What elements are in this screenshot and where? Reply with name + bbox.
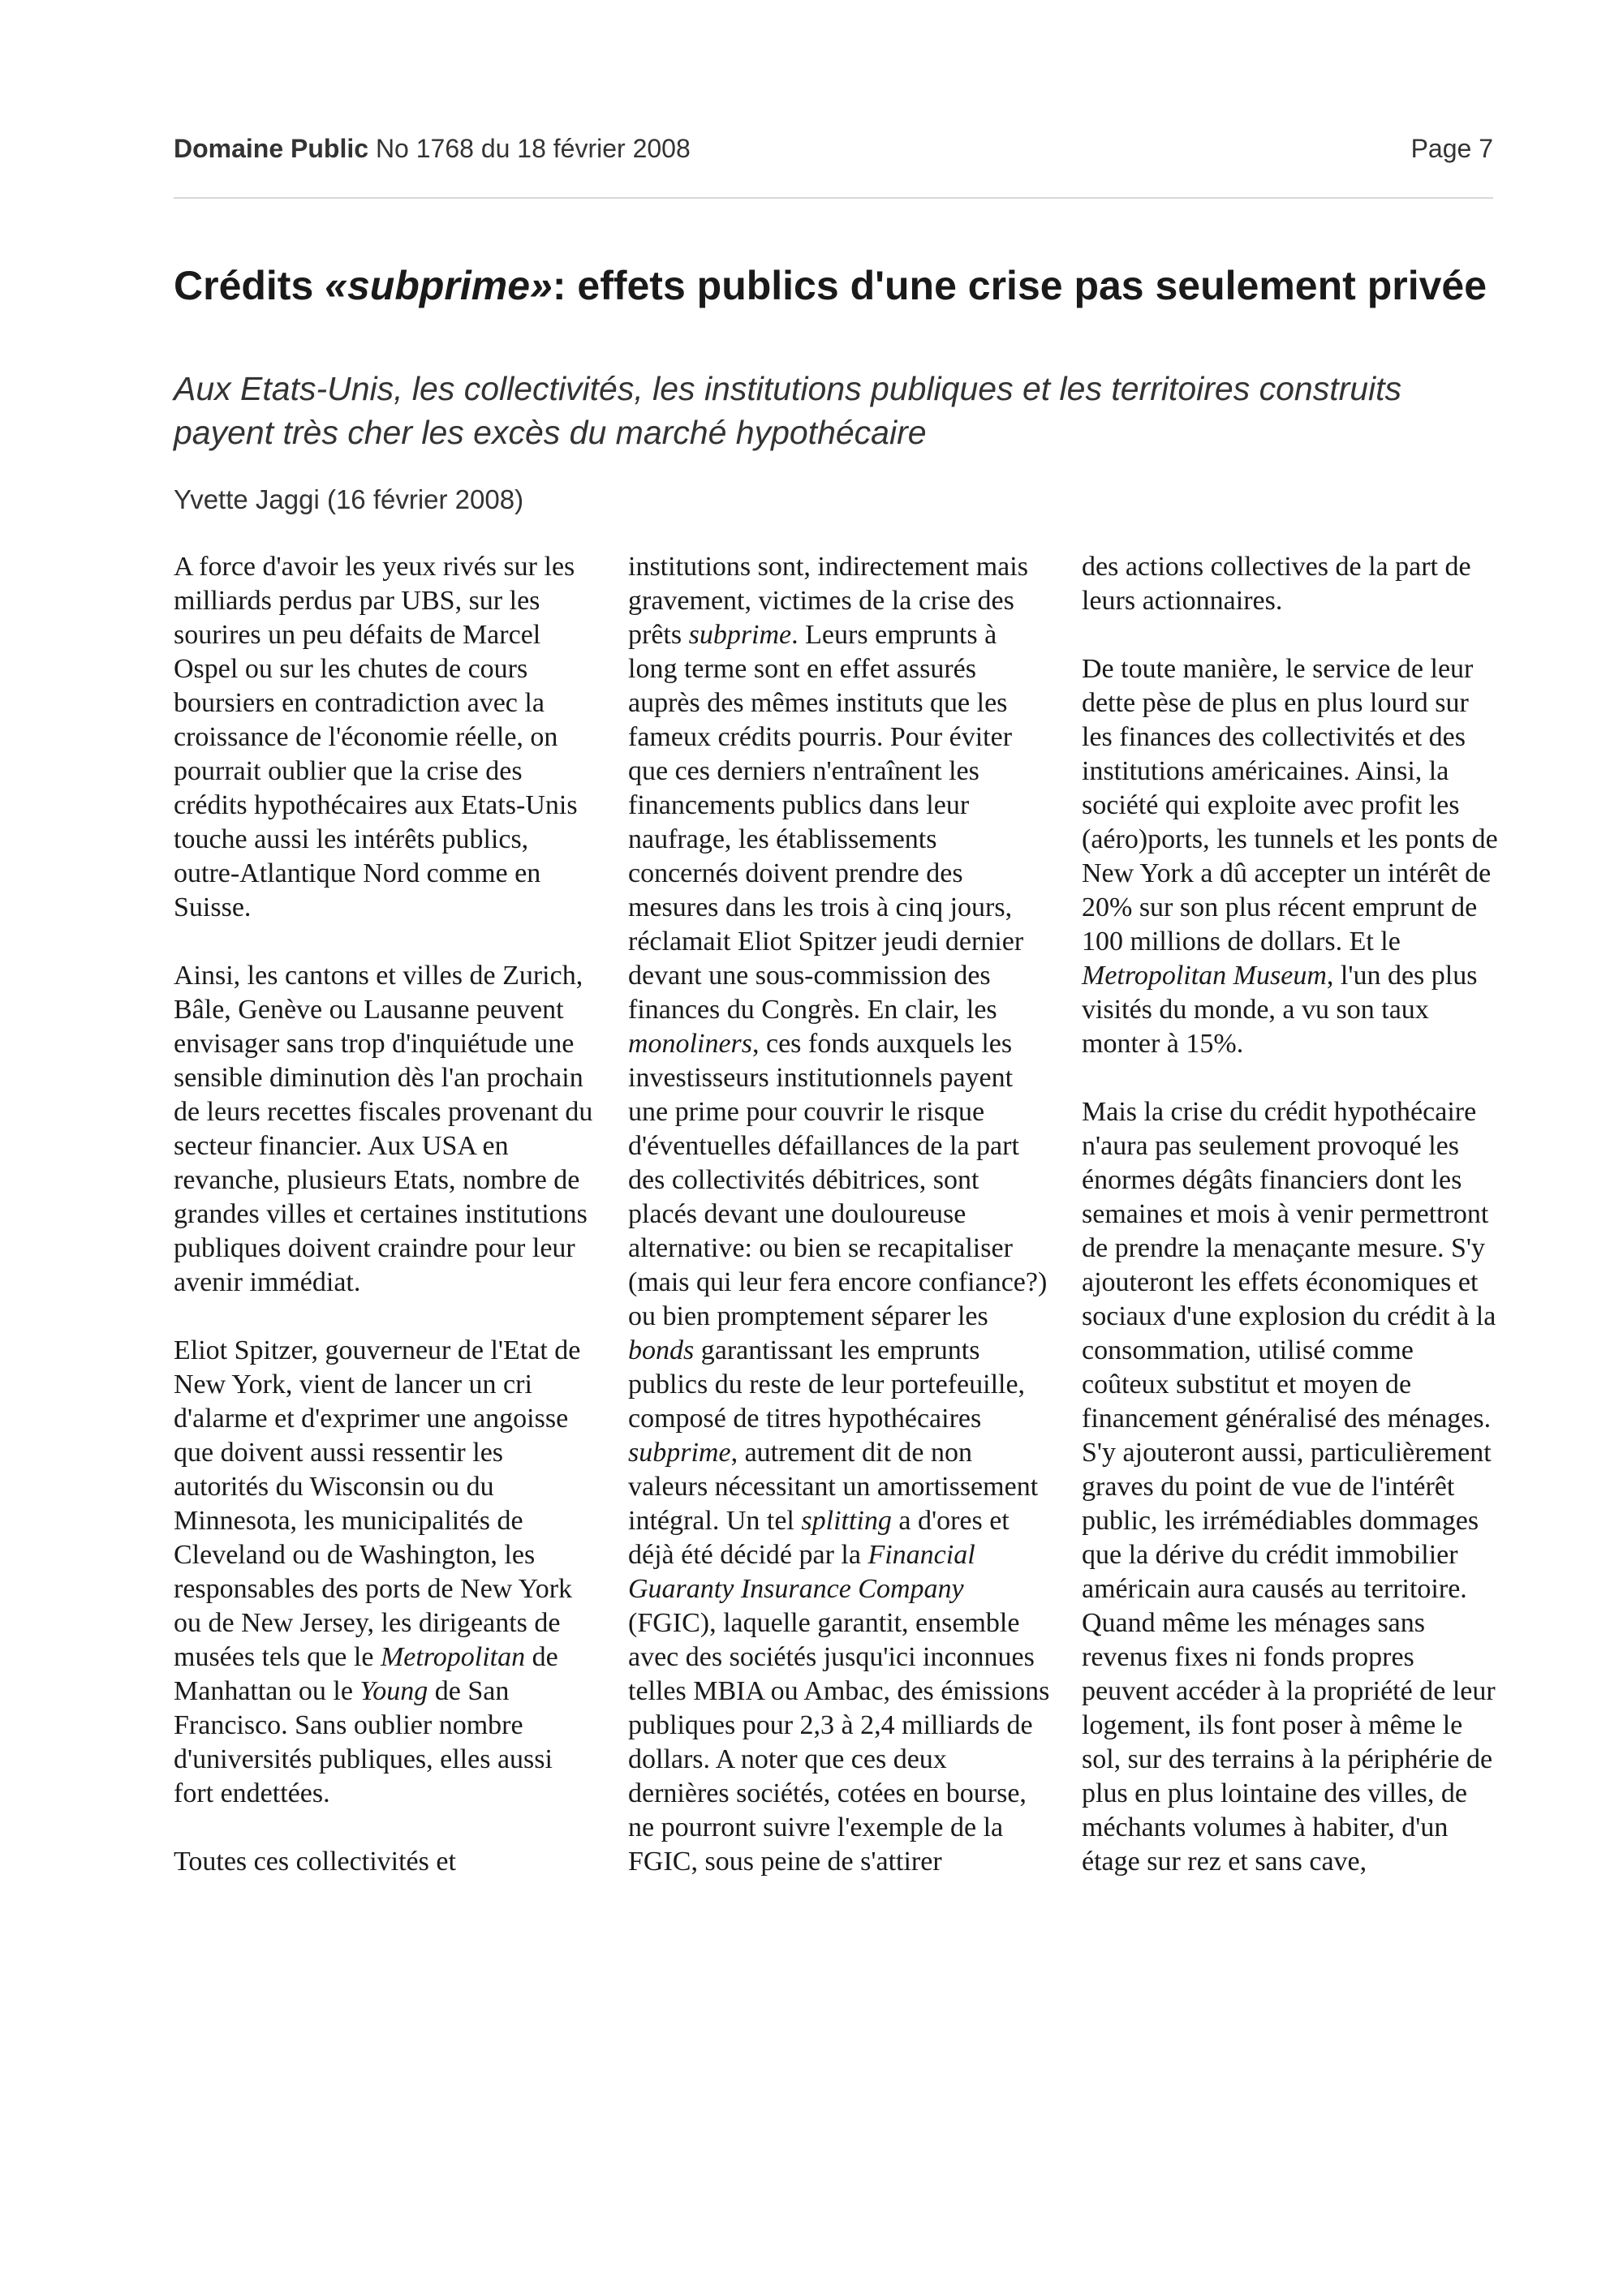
text-run: De toute manière, le service de leur dette pèse de plus en plus lourd sur les finances des collectivités et des institutions américaines. Ainsi, la société qui exploite avec profit les (aéro)ports, les tunnels et les ponts de New York a dû accepter un intérêt de 20% sur son plus récent emprunt de 100 millions de dollars. Et le	[1082, 654, 1498, 957]
page-number: Page 7	[1410, 134, 1493, 163]
text-run: garantissant les emprunts publics du reste de leur portefeuille, composé de titres hypothécaires	[628, 1335, 1026, 1434]
text-run: de San Francisco. Sans oublier nombre d'universités publiques, elles aussi fort endettées.	[174, 1676, 553, 1808]
text-emphasis: Metropolitan	[380, 1642, 526, 1672]
paragraph	[628, 550, 1050, 1879]
text-run: a d'ores et déjà été décidé par la	[628, 1506, 1010, 1570]
text-run: Eliot Spitzer, gouverneur de l'Etat de New York, vient de lancer un cri d'alarme et d'exprimer une angoisse que doivent aussi ressentir les autorités du Wisconsin ou du Minnesota, les municipalités de Cleveland ou de Washington, les responsables des ports de New York ou de New Jersey, les dirigeants de musées tels que le	[174, 1335, 581, 1672]
text-emphasis: subprime	[628, 1438, 731, 1468]
title-emphasis: «subprime»	[325, 263, 553, 308]
text-column-2	[628, 550, 1050, 1879]
text-emphasis: Young	[359, 1676, 428, 1706]
paragraph: Ainsi, les cantons et villes de Zurich, Bâle, Genève ou Lausanne peuvent envisager sans trop d'inquiétude une sensible diminution dès l'an prochain de leurs recettes fiscales provenant du secteur financier. Aux USA en revanche, plusieurs Etats, nombre de grandes villes et certaines institutions publiques doivent craindre pour leur avenir immédiat.	[174, 961, 593, 1297]
text-emphasis: Financial Guaranty Insurance Company	[628, 1540, 975, 1604]
article-title	[174, 261, 1505, 310]
text-column-3	[1082, 550, 1504, 1879]
text-run: , autrement dit de non valeurs nécessitant un amortissement intégral. Un tel	[628, 1438, 1039, 1536]
article-subtitle: Aux Etats-Unis, les collectivités, les institutions publiques et les territoires construits payent très cher les excès du marché hypothécaire	[174, 370, 1402, 451]
text-run: de Manhattan ou le	[174, 1642, 558, 1706]
text-emphasis: subprime	[688, 620, 792, 650]
publication-name: Domaine Public	[174, 134, 369, 163]
text-run: , ces fonds auxquels les investisseurs institutionnels payent une prime pour couvrir le risque d'éventuelles défaillances de la part des collectivités débitrices, sont placés devant une douloureuse alternative: ou bien se recapitaliser (mais qui leur fera encore confiance?) ou bien promptement séparer les	[628, 1029, 1048, 1331]
issue-info: No 1768 du 18 février 2008	[375, 134, 691, 163]
paragraph	[174, 1334, 596, 1811]
paragraph: des actions collectives de la part de leurs actionnaires.	[1082, 552, 1471, 616]
paragraph: Mais la crise du crédit hypothécaire n'aura pas seulement provoqué les énormes dégâts financiers dont les semaines et mois à venir permettront de prendre la menaçante mesure. S'y ajouteront les effets économiques et sociaux d'une explosion du crédit à la consommation, utilisé comme coûteux substitut et moyen de financement généralisé des ménages. S'y ajouteront aussi, particulièrement graves du point de vue de l'intérêt public, les irrémédiables dommages que la dérive du crédit immobilier américain aura causés au territoire. Quand même les ménages sans revenus fixes ni fonds propres peuvent accéder à la propriété de leur logement, ils font poser à même le sol, sur des terrains à la périphérie de plus en plus lointaine des villes, de méchants volumes à habiter, d'un étage sur rez et sans cave,	[1082, 1097, 1496, 1877]
text-column-1	[174, 550, 596, 1879]
text-run: , l'un des plus visités du monde, a vu son taux monter à 15%.	[1082, 961, 1478, 1059]
paragraph	[1082, 652, 1504, 1061]
paragraph: A force d'avoir les yeux rivés sur les milliards perdus par UBS, sur les sourires un peu défaits de Marcel Ospel ou sur les chutes de cours boursiers en contradiction avec la croissance de l'économie réelle, on pourrait oublier que la crise des crédits hypothécaires aux Etats-Unis touche aussi les intérêts publics, outre-Atlantique Nord comme en Suisse.	[174, 552, 578, 922]
title-suffix: : effets publics d'une crise pas seulement privée	[552, 263, 1487, 308]
page-header	[174, 134, 1493, 170]
paragraph: Toutes ces collectivités et	[174, 1847, 456, 1877]
article-byline: Yvette Jaggi (16 février 2008)	[174, 484, 524, 514]
text-emphasis: monoliners	[628, 1029, 752, 1059]
text-run: institutions sont, indirectement mais gravement, victimes de la crise des prêts	[628, 552, 1028, 650]
text-emphasis: Metropolitan Museum	[1082, 961, 1327, 991]
title-prefix: Crédits	[174, 263, 325, 308]
text-run: (FGIC), laquelle garantit, ensemble avec des sociétés jusqu'ici inconnues telles MBIA ou Ambac, des émissions publiques pour 2,3 à 2,4 milliards de dollars. A noter que ces deux dernières sociétés, cotées en bourse, ne pourront suivre l'exemple de la FGIC, sous peine de s'attirer	[628, 1608, 1050, 1877]
text-emphasis: bonds	[628, 1335, 695, 1365]
text-emphasis: splitting	[801, 1506, 892, 1536]
text-run: . Leurs emprunts à long terme sont en effet assurés auprès des mêmes instituts que les fameux crédits pourris. Pour éviter que ces derniers n'entraînent les financements publics dans leur naufrage, les établissements concernés doivent prendre des mesures dans les trois à cinq jours, réclamait Eliot Spitzer jeudi dernier devant une sous-commission des finances du Congrès. En clair, les	[628, 620, 1024, 1025]
header-divider	[174, 197, 1493, 199]
